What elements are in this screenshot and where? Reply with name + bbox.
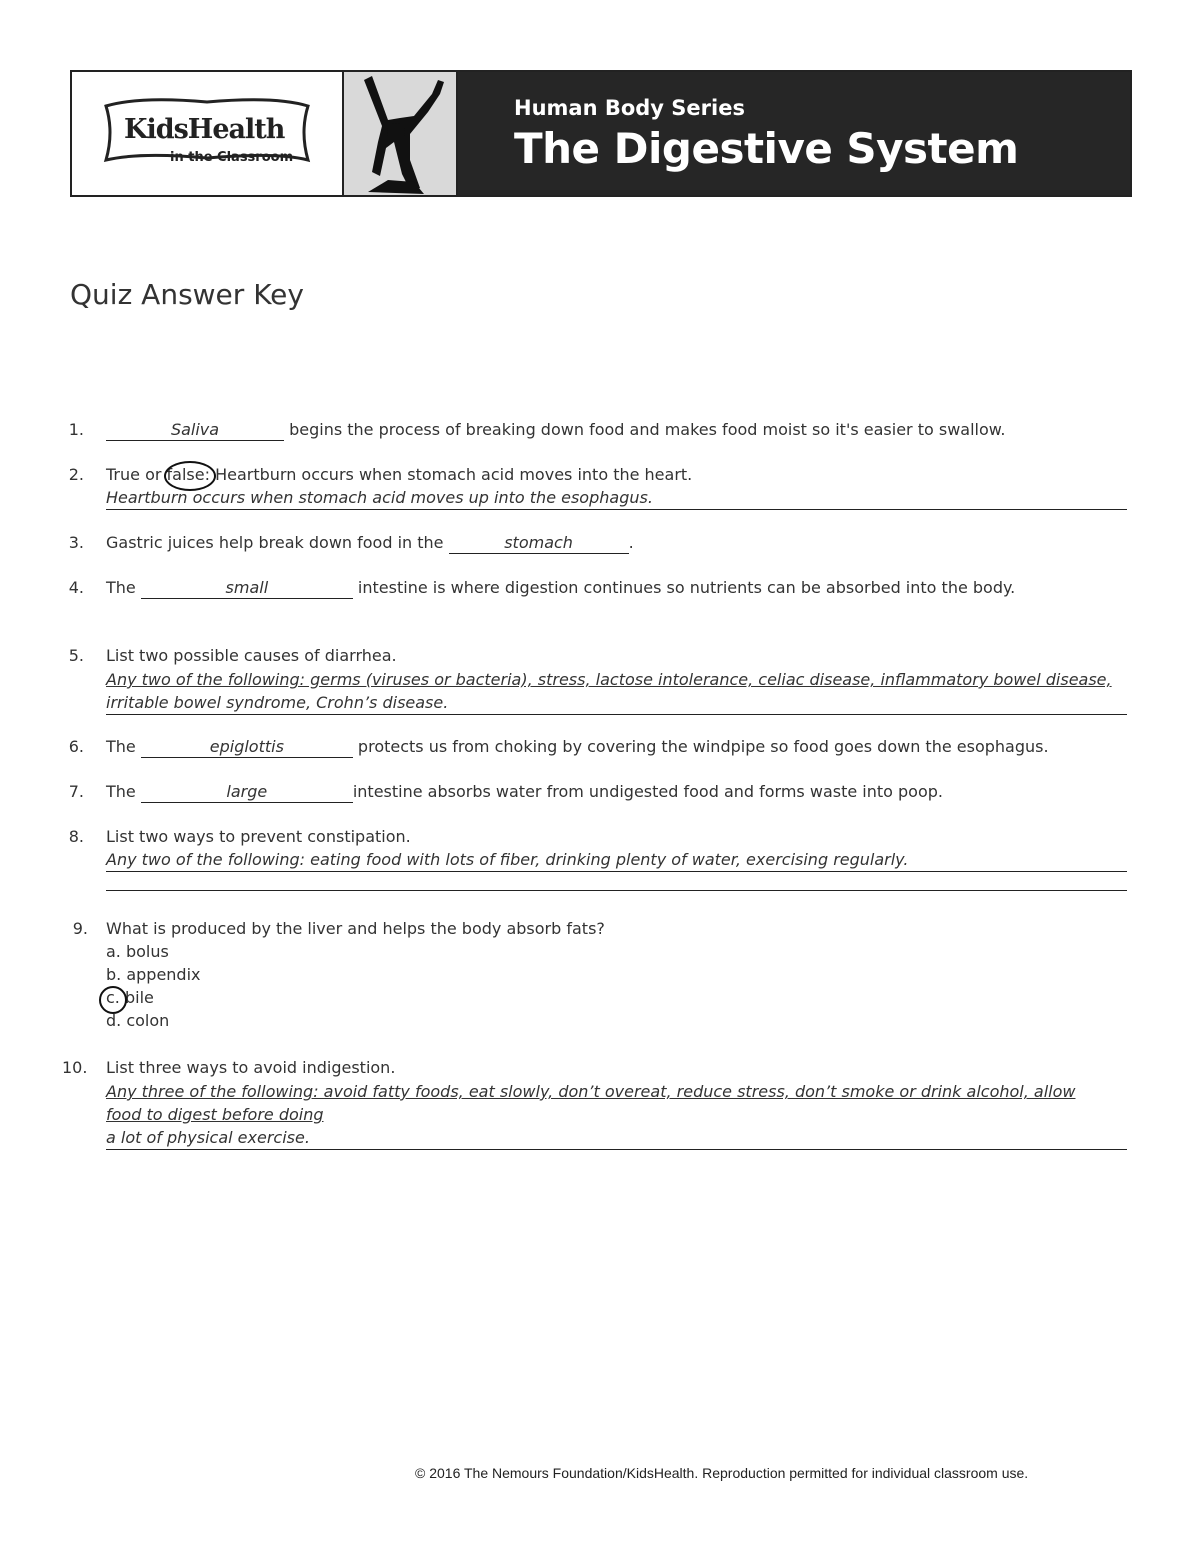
answer-text: Any two of the following: eating food with lots of fiber, drinking plenty of water, exercising regularly.	[106, 850, 909, 869]
answer-blank: epiglottis	[141, 737, 353, 758]
series-label: Human Body Series	[514, 96, 745, 120]
question-number: 1.	[68, 420, 84, 439]
option-c: c. bile	[106, 988, 154, 1007]
option-a: a. bolus	[106, 942, 169, 961]
question-text-after: protects us from choking by covering the windpipe so food goes down the esophagus.	[352, 737, 1049, 756]
answer-circle	[99, 986, 127, 1014]
question-number: 6.	[68, 737, 84, 756]
question-text-after: intestine is where digestion continues so nutrients can be absorbed into the body.	[352, 578, 1016, 597]
cartwheel-figure-icon	[344, 72, 456, 195]
circled-answer: false	[166, 465, 205, 484]
question-text: What is produced by the liver and helps the body absorb fats?	[106, 919, 605, 938]
answer-text: a lot of physical exercise.	[106, 1128, 310, 1147]
answer-line-1	[106, 1080, 1136, 1103]
question-text: List two possible causes of diarrhea.	[106, 646, 397, 665]
answer-line	[106, 486, 1127, 510]
question-text-before: The	[106, 578, 141, 597]
answer-line-2	[106, 1103, 1136, 1126]
title-band	[458, 72, 1130, 195]
option-d: d. colon	[106, 1011, 170, 1030]
question-number: 2.	[68, 465, 84, 484]
question-text-after: .	[628, 533, 634, 552]
question-number: 3.	[68, 533, 84, 552]
question-text-before: The	[106, 782, 141, 801]
question-number: 8.	[68, 827, 84, 846]
logo-main-text: KidsHealth	[124, 114, 285, 145]
option-b: b. appendix	[106, 965, 201, 984]
answer-line-2	[106, 691, 1127, 715]
answer-blank: stomach	[449, 533, 629, 554]
header-banner	[70, 70, 1132, 197]
question-number: 7.	[68, 782, 84, 801]
question-text-before: The	[106, 737, 141, 756]
answer-text: Any two of the following: germs (viruses or bacteria), stress, lactose intolerance, celiac disease, inflammatory bowel disease,	[106, 670, 1112, 689]
question-number: 5.	[68, 646, 84, 665]
answer-blank: large	[141, 782, 353, 803]
question-text: : Heartburn occurs when stomach acid moves into the heart.	[204, 465, 693, 484]
answer-line-1	[106, 668, 1136, 691]
question-text: List three ways to avoid indigestion.	[106, 1058, 396, 1077]
question-number: 10.	[62, 1058, 88, 1077]
answer-text: Any three of the following: avoid fatty foods, eat slowly, don’t overeat, reduce stress, don’t smoke or drink alcohol, allow	[106, 1082, 1076, 1101]
answer-line-3	[106, 1126, 1127, 1150]
answer-line-2-empty	[106, 871, 1127, 891]
answer-options	[106, 940, 406, 1032]
answer-text: Heartburn occurs when stomach acid moves up into the esophagus.	[106, 488, 653, 507]
answer-text: food to digest before doing	[106, 1105, 324, 1124]
cartwheel-photo	[342, 72, 458, 195]
answer-line-1	[106, 848, 1127, 872]
answer-blank: Saliva	[106, 420, 284, 441]
document-title: The Digestive System	[514, 124, 1019, 173]
question-text: List two ways to prevent constipation.	[106, 827, 411, 846]
answer-blank: small	[141, 578, 353, 599]
question-text: begins the process of breaking down food and makes food moist so it's easier to swallow.	[289, 420, 1006, 439]
question-number: 4.	[68, 578, 84, 597]
question-text-after: intestine absorbs water from undigested food and forms waste into poop.	[352, 782, 943, 801]
question-text-before: Gastric juices help break down food in the	[106, 533, 449, 552]
question-number: 9.	[72, 919, 88, 938]
copyright-footer: © 2016 The Nemours Foundation/KidsHealth. Reproduction permitted for individual classroom use.	[415, 1465, 1029, 1481]
answer-text: irritable bowel syndrome, Crohn’s disease.	[106, 693, 449, 712]
page-title: Quiz Answer Key	[70, 278, 304, 311]
kidshealth-logo	[72, 72, 342, 195]
logo-sub-text: in the Classroom	[170, 150, 294, 165]
question-text-before: True or	[106, 465, 167, 484]
